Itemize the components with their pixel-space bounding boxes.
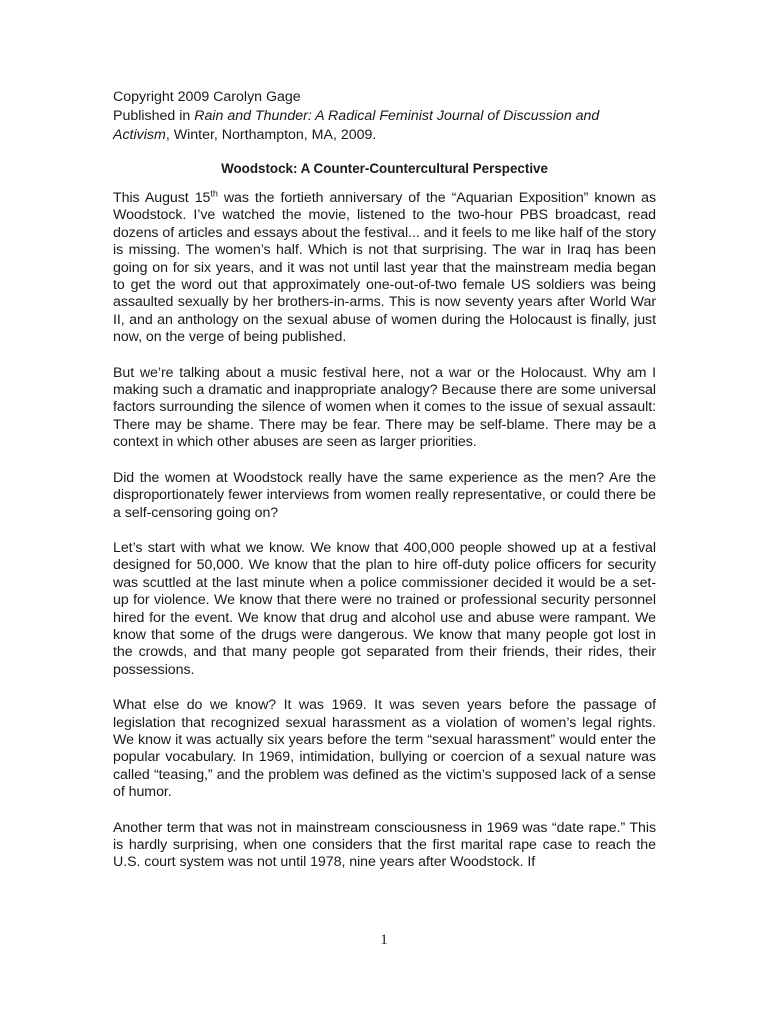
- document-page: [113, 88, 656, 890]
- ordinal-suffix: th: [210, 188, 218, 199]
- paragraph-2: But we’re talking about a music festival here, not a war or the Holocaust. Why am I making such a dramatic and inappropriate analogy? Because there are some universal factors surrounding the silence of women when it comes to the issue of sexual assault: There may be shame. There may be fear. There may be self-blame. There may be a context in which other abuses are seen as larger priorities.: [113, 364, 656, 451]
- paragraph-1-start: This August 15: [113, 190, 211, 206]
- publication-line: [113, 107, 656, 145]
- copyright-line: Copyright 2009 Carolyn Gage: [113, 89, 301, 105]
- paragraph-4: Let’s start with what we know. We know that 400,000 people showed up at a festival designed for 50,000. We know that the plan to hire off-duty police officers for security was scuttled at the last minute when a police commissioner decided it would be a set-up for violence. We know that there were no trained or professional security personnel hired for the event. We know that drug and alcohol use and abuse were rampant. We know that some of the drugs were dangerous. We know that many people got lost in the crowds, and that many people got separated from their friends, their rides, their possessions.: [113, 539, 656, 678]
- paragraph-6: Another term that was not in mainstream consciousness in 1969 was “date rape.” This is hardly surprising, when one considers that the first marital rape case to reach the U.S. court system was not until 1978, nine years after Woodstock. If: [113, 819, 656, 871]
- publication-suffix: , Winter, Northampton, MA, 2009.: [165, 127, 377, 143]
- publication-prefix: Published in: [113, 108, 195, 124]
- paragraph-1: [113, 190, 656, 347]
- page-number: 1: [380, 932, 388, 948]
- paragraph-3: Did the women at Woodstock really have the same experience as the men? Are the disproportionately fewer interviews from women really representative, or could there be a self-censoring going on?: [113, 469, 656, 521]
- journal-title: Rain and Thunder: A Radical Feminist Journal of Discussion and Activism: [113, 108, 600, 143]
- paragraph-5: What else do we know? It was 1969. It was seven years before the passage of legislation that recognized sexual harassment as a violation of women’s legal rights. We know it was actually six years before the term “sexual harassment” would enter the popular vocabulary. In 1969, intimidation, bullying or coercion of a sexual nature was called “teasing,” and the problem was defined as the victim’s supposed lack of a sense of humor.: [113, 697, 656, 801]
- paragraph-1-rest: was the fortieth anniversary of the “Aquarian Exposition” known as Woodstock. I’ve watched the movie, listened to the two-hour PBS broadcast, read dozens of articles and essays about the festival... and it feels to me like half of the story is missing. The women’s half. Which is not that surprising. The war in Iraq has been going on for six years, and it was not until last year that the mainstream media began to get the word out that approximately one-out-of-two female US soldiers was being assaulted sexually by her brothers-in-arms. This is now seventy years after World War II, and an anthology on the sexual abuse of women during the Holocaust is finally, just now, on the verge of being published.: [113, 190, 656, 346]
- article-title: Woodstock: A Counter-Countercultural Perspective: [221, 161, 548, 176]
